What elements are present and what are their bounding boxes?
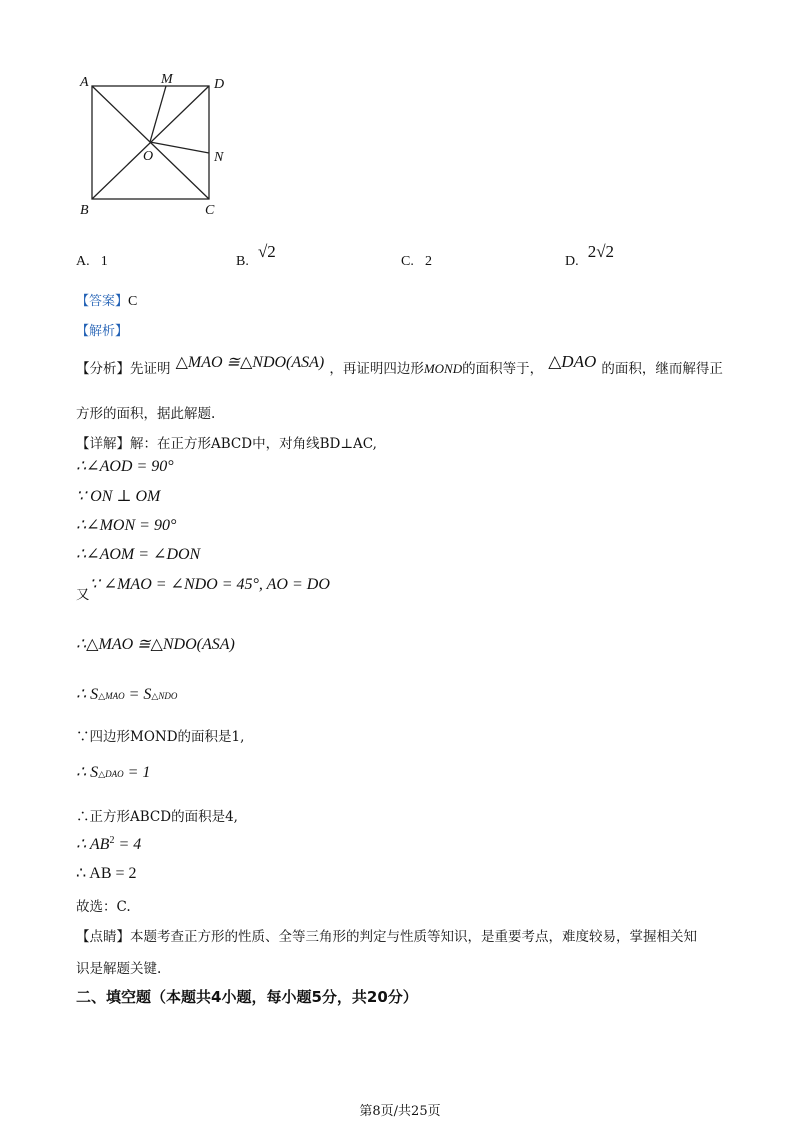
step-11 [76,834,141,854]
dianjing-line-2: 识是解题关键. [76,961,162,977]
step-5-math: ∵ ∠MAO = ∠NDO = 45°, AO = DO [89,576,330,593]
option-d [565,242,614,270]
step-10 [76,805,238,825]
step-9-eq: = 1 [123,764,151,781]
option-b-letter: B. [236,254,249,269]
step-7-sub-2: △NDO [151,691,178,701]
step-4: ∴∠AOM = ∠DON [76,546,201,563]
fenxi-text-4: 的面积，继而解得正 [601,361,723,377]
label-b: B [80,203,89,218]
fenxi-text-2: ，再证明四边形 [329,361,424,377]
step-7-main: ∴ S [76,686,99,703]
option-c-value: 2 [424,254,432,269]
fenxi-line-2: 方形的面积，据此解题. [76,406,216,422]
step-2: ∵ ON ⊥ OM [76,488,161,505]
step-10-symbol: ∴ [76,809,90,825]
option-a-value: 1 [100,254,108,269]
answer-value: C [128,294,138,309]
label-a: A [80,75,89,90]
square-figure [72,66,242,226]
answer-line [76,290,137,310]
option-a [76,250,108,270]
option-d-letter: D. [565,254,579,269]
label-c: C [205,203,215,218]
step-5 [76,574,330,603]
step-11-sup: 2 [109,835,115,846]
section-title: 二、填空题（本题共4小题，每小题5分，共20分） [76,988,418,1006]
option-a-letter: A. [76,254,90,269]
option-c-letter: C. [401,254,414,269]
step-5-prefix: 又 [76,587,90,603]
label-n: N [214,150,224,165]
label-m: M [161,72,173,87]
step-11-eq: = 4 [114,836,142,853]
step-7-eq: = S [124,686,152,703]
step-6: ∴△MAO ≅△NDO(ASA) [76,636,235,653]
dianjing-tag: 【点睛】 [76,929,130,945]
step-7 [76,684,177,704]
detail-intro-line [76,432,377,452]
step-10-text: 正方形ABCD的面积是4, [89,809,238,825]
step-1: ∴∠AOD = 90° [76,458,174,475]
dianjing-line-1 [76,925,697,945]
step-8 [76,725,244,745]
option-c [401,250,432,270]
step-9 [76,762,150,782]
detail-tag: 【详解】 [76,436,130,452]
step-7-sub-1: △MAO [98,691,125,701]
segment-om [150,86,166,142]
label-o: O [143,149,154,164]
step-11-main: ∴ AB [76,836,110,853]
fenxi-text-3: 的面积等于， [462,361,544,377]
fenxi-text-1: 先证明 [130,361,171,377]
analysis-tag: 【解析】 [76,324,129,339]
step-12: ∴ AB = 2 [76,865,137,882]
choice-line: 故选：C. [76,899,131,915]
step-9-sub: △DAO [98,769,124,779]
fenxi-math-2: MOND [423,361,463,376]
step-8-symbol: ∵ [76,729,90,745]
fenxi-math-1: △MAO ≅△NDO(ASA) [175,354,325,371]
fenxi-line-1 [76,352,723,377]
dianjing-text-1: 本题考查正方形的性质、全等三角形的判定与性质等知识，是重要考点，难度较易，掌握相关知 [130,929,697,945]
step-3: ∴∠MON = 90° [76,517,177,534]
option-d-value: 2√2 [587,242,615,261]
detail-intro: 解：在正方形ABCD中，对角线BD⊥AC, [130,436,377,452]
option-b [236,242,276,270]
answer-tag: 【答案】 [76,294,129,309]
fenxi-math-3: △DAO [548,352,597,371]
step-8-text: 四边形MOND的面积是1, [89,729,245,745]
page-footer: 第8页/共25页 [359,1104,441,1119]
label-d: D [214,77,225,92]
option-b-value: √2 [257,242,276,261]
step-9-main: ∴ S [76,764,99,781]
fenxi-tag: 【分析】 [76,361,130,377]
